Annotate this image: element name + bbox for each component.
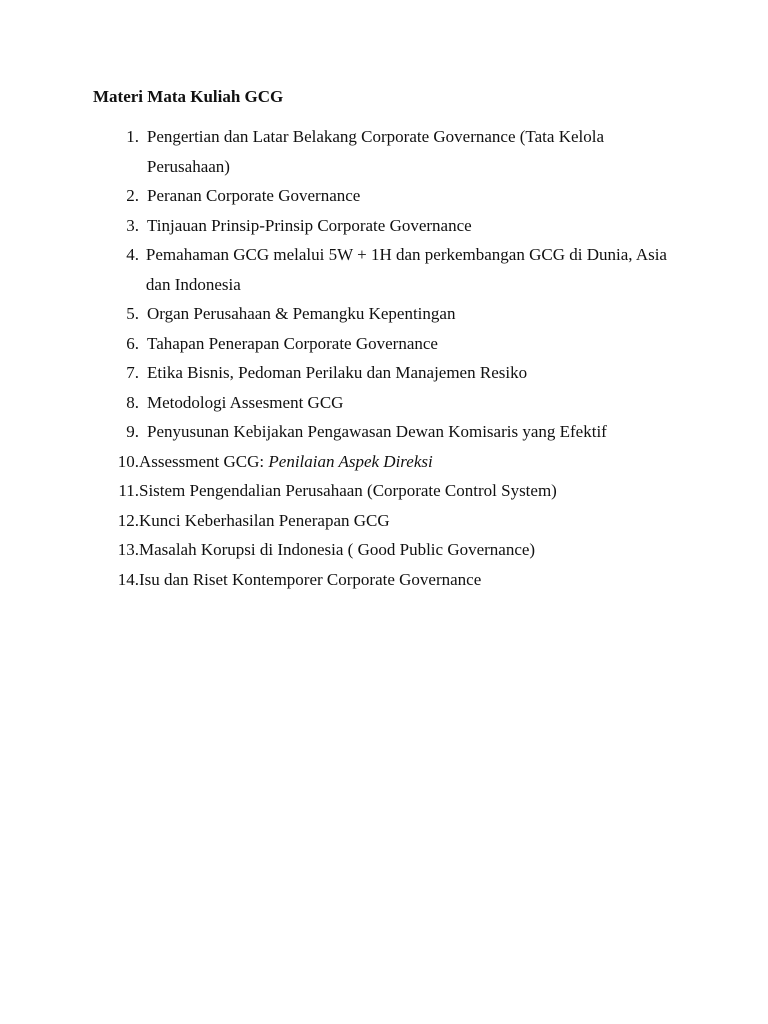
list-item-number: 12. xyxy=(117,510,139,530)
list-item-text: Organ Perusahaan & Pemangku Kepentingan xyxy=(147,304,456,323)
list-item-number: 2. xyxy=(126,186,139,205)
list-item-number: 3. xyxy=(126,215,139,235)
list-item-number: 9. xyxy=(126,422,139,441)
list-item xyxy=(93,329,683,359)
list-item-text: Tinjauan Prinsip-Prinsip Corporate Governance xyxy=(147,215,472,235)
list-item-text: Isu dan Riset Kontemporer Corporate Governance xyxy=(139,569,482,589)
list-item-text xyxy=(139,447,683,477)
list-item-text: Kunci Keberhasilan Penerapan GCG xyxy=(139,510,390,530)
list-item xyxy=(93,240,683,299)
list-item-text: Sistem Pengendalian Perusahaan (Corporate Control System) xyxy=(139,481,557,500)
list-item xyxy=(93,447,683,477)
list-item xyxy=(93,506,683,536)
list-item-text: Penyusunan Kebijakan Pengawasan Dewan Komisaris yang Efektif xyxy=(147,422,607,441)
list-item-text: Masalah Korupsi di Indonesia ( Good Public Governance) xyxy=(139,540,536,559)
list-item-number: 13. xyxy=(117,540,139,559)
list-item xyxy=(93,358,683,388)
list-item-text: Pengertian dan Latar Belakang Corporate Governance (Tata Kelola Perusahaan) xyxy=(146,127,605,176)
list-item xyxy=(93,299,683,329)
list-item-text: Peranan Corporate Governance xyxy=(147,186,361,205)
list-item-text: Pemahaman GCG melalui 5W + 1H dan perkembangan GCG di Dunia, Asia dan Indonesia xyxy=(145,245,667,294)
list-item-text-plain: Assessment GCG: xyxy=(139,451,269,471)
list-item-number: 4. xyxy=(126,245,139,264)
list-item-number: 1. xyxy=(126,127,139,146)
list-item xyxy=(93,417,683,447)
list-item-text: Metodologi Assesment GCG xyxy=(147,392,344,412)
topic-list xyxy=(93,122,683,594)
list-item-number: 5. xyxy=(126,304,139,323)
document-title: Materi Mata Kuliah GCG xyxy=(93,87,284,106)
list-item xyxy=(93,535,683,565)
list-item xyxy=(93,181,683,211)
list-item xyxy=(93,388,683,418)
list-item-number: 7. xyxy=(126,363,139,382)
list-item-number: 11. xyxy=(118,481,139,500)
list-item-number: 14. xyxy=(117,569,139,589)
list-item xyxy=(93,476,683,506)
list-item-number: 6. xyxy=(126,333,139,353)
list-item-number: 10. xyxy=(117,451,139,471)
list-item-number: 8. xyxy=(126,392,139,412)
list-item xyxy=(93,565,683,595)
list-item xyxy=(93,211,683,241)
list-item-text: Tahapan Penerapan Corporate Governance xyxy=(147,333,438,353)
list-item-text-italic: Penilaian Aspek Direksi xyxy=(268,451,433,471)
list-item xyxy=(93,122,683,181)
list-item-text: Etika Bisnis, Pedoman Perilaku dan Manajemen Resiko xyxy=(147,363,528,382)
